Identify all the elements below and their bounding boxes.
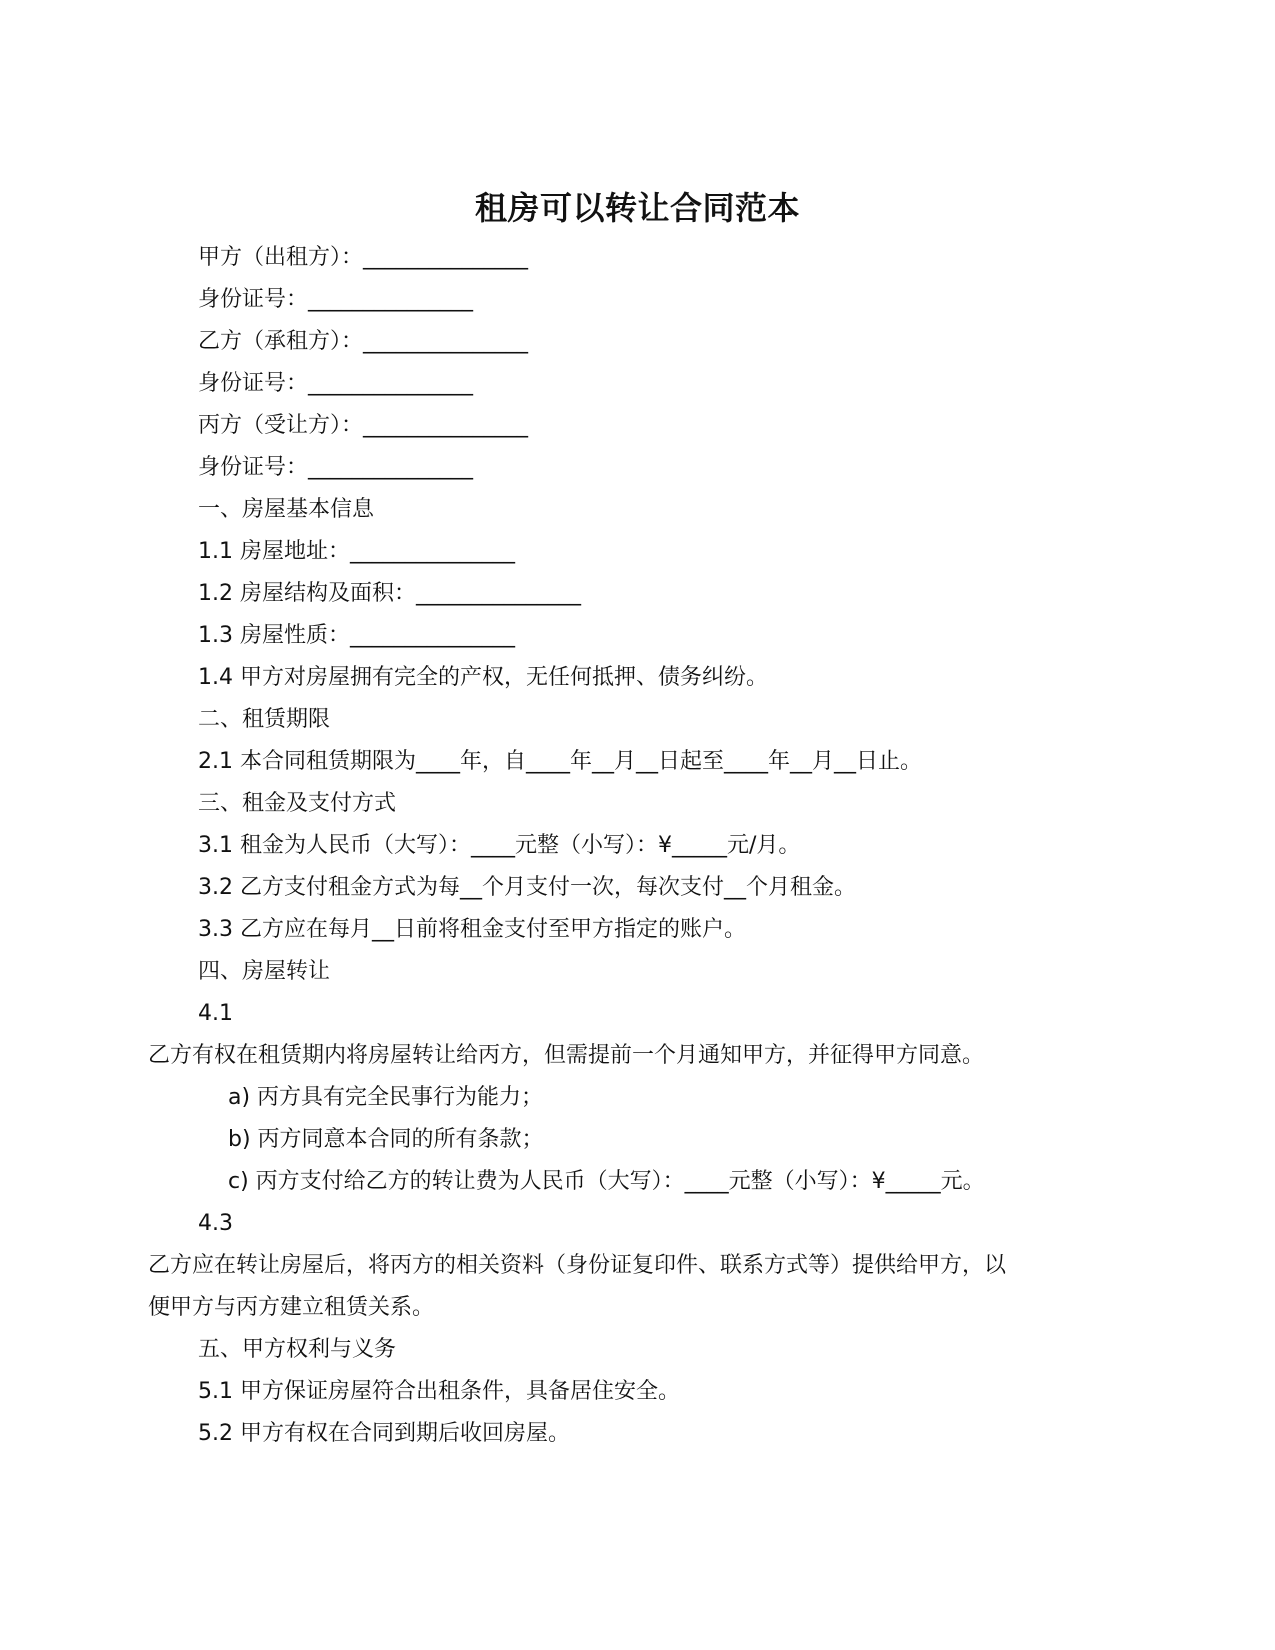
clause-4-1-number: 4.1 <box>198 1001 233 1026</box>
clause-4-sub-a: a) 丙方具有完全民事行为能力； <box>228 1085 544 1110</box>
party-a-id-line: 身份证号：_______________ <box>198 287 474 312</box>
section-4-heading: 四、房屋转让 <box>198 959 331 984</box>
party-c-line: 丙方（受让方）：_______________ <box>198 413 529 438</box>
clause-4-3-number: 4.3 <box>198 1211 233 1236</box>
clause-3-3: 3.3 乙方应在每月__日前将租金支付至甲方指定的账户。 <box>198 917 746 942</box>
section-2-heading: 二、租赁期限 <box>198 707 331 732</box>
section-3-heading: 三、租金及支付方式 <box>198 791 397 816</box>
clause-1-4: 1.4 甲方对房屋拥有完全的产权，无任何抵押、债务纠纷。 <box>198 665 768 690</box>
section-1-heading: 一、房屋基本信息 <box>198 497 375 522</box>
clause-5-1: 5.1 甲方保证房屋符合出租条件，具备居住安全。 <box>198 1379 680 1404</box>
clause-1-3: 1.3 房屋性质：_______________ <box>198 623 515 648</box>
party-c-id-line: 身份证号：_______________ <box>198 455 474 480</box>
party-b-line: 乙方（承租方）：_______________ <box>198 329 529 354</box>
clause-4-sub-b: b) 丙方同意本合同的所有条款； <box>228 1127 544 1152</box>
clause-4-3-text-line2: 便甲方与丙方建立租赁关系。 <box>148 1295 435 1320</box>
party-a-line: 甲方（出租方）：_______________ <box>198 245 529 270</box>
clause-3-2: 3.2 乙方支付租金方式为每__个月支付一次，每次支付__个月租金。 <box>198 875 856 900</box>
section-5-heading: 五、甲方权利与义务 <box>198 1337 397 1362</box>
party-b-id-line: 身份证号：_______________ <box>198 371 474 396</box>
clause-4-1-text: 乙方有权在租赁期内将房屋转让给丙方，但需提前一个月通知甲方，并征得甲方同意。 <box>148 1043 985 1068</box>
clause-1-1: 1.1 房屋地址：_______________ <box>198 539 515 564</box>
document-title: 租房可以转让合同范本 <box>474 189 800 227</box>
clause-3-1: 3.1 租金为人民币（大写）：____元整（小写）：¥_____元/月。 <box>198 833 801 858</box>
clause-5-2: 5.2 甲方有权在合同到期后收回房屋。 <box>198 1421 570 1446</box>
clause-4-sub-c: c) 丙方支付给乙方的转让费为人民币（大写）：____元整（小写）：¥_____元。 <box>228 1169 985 1194</box>
clause-1-2: 1.2 房屋结构及面积：_______________ <box>198 581 581 606</box>
clause-4-3-text-line1: 乙方应在转让房屋后，将丙方的相关资料（身份证复印件、联系方式等）提供给甲方，以 <box>148 1253 1007 1278</box>
clause-2-1: 2.1 本合同租赁期限为____年，自____年__月__日起至____年__月__日止。 <box>198 749 922 774</box>
